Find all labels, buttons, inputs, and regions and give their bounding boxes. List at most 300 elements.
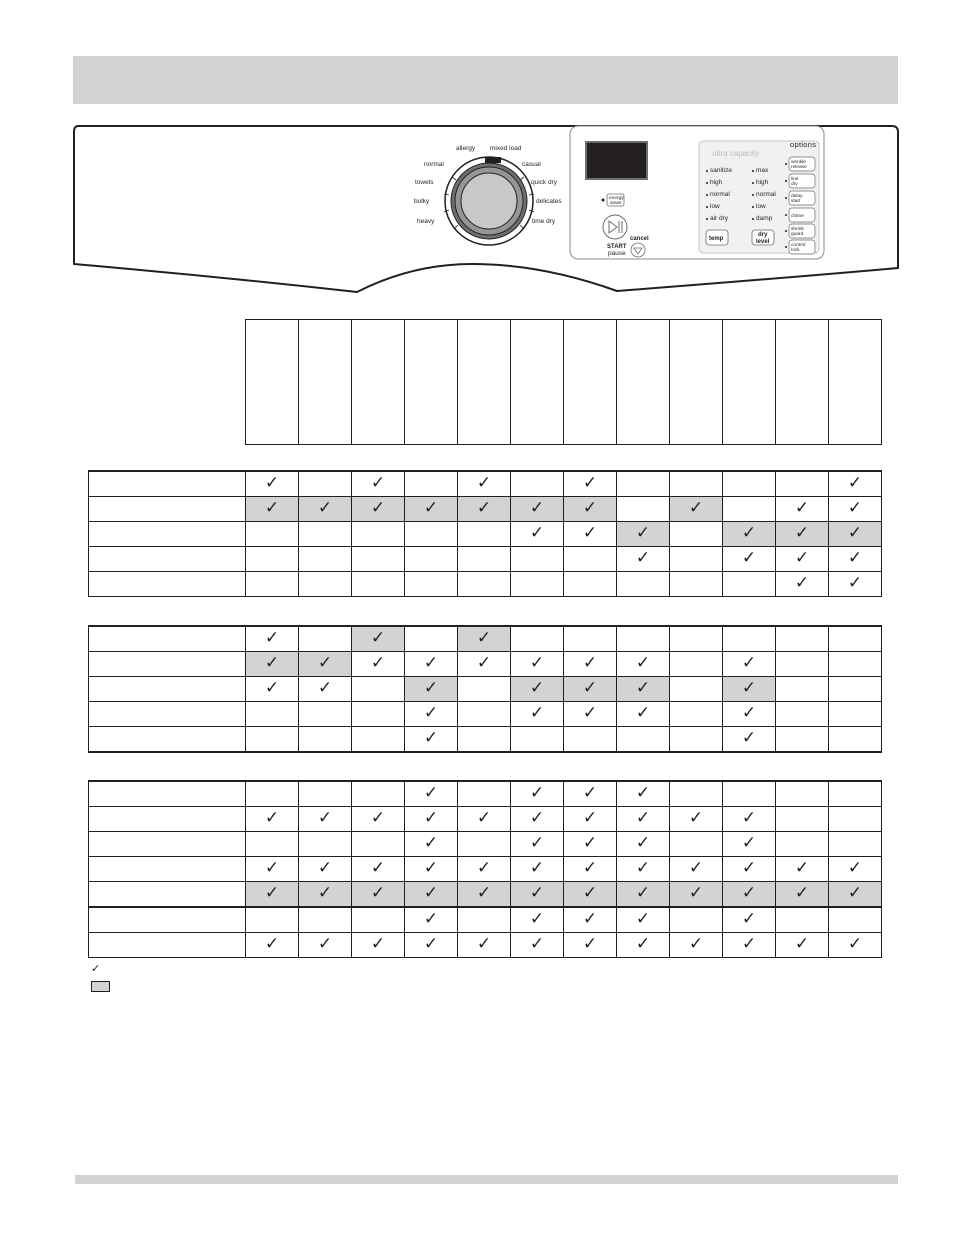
grid-cell — [776, 807, 829, 832]
grid-cell — [352, 677, 405, 702]
check-icon: ✓ — [476, 653, 492, 673]
grid-cell — [617, 832, 670, 857]
grid-cell — [723, 781, 776, 807]
check-icon: ✓ — [423, 808, 439, 828]
option-label: dry — [791, 182, 798, 187]
grid-cell — [564, 572, 617, 597]
grid-cell — [352, 882, 405, 908]
grid-cell — [776, 933, 829, 958]
check-icon: ✓ — [794, 934, 810, 954]
dry-button-label-1: dry — [758, 232, 768, 238]
check-icon: ✓ — [688, 858, 704, 878]
cycle-column-header — [617, 320, 670, 444]
check-icon: ✓ — [476, 883, 492, 903]
check-icon: ✓ — [317, 934, 333, 954]
row-label-cell — [89, 547, 246, 572]
check-icon: ✓ — [741, 523, 757, 543]
row-label-cell — [89, 781, 246, 807]
grid-cell — [723, 547, 776, 572]
row-label-cell — [89, 572, 246, 597]
grid-cell — [299, 933, 352, 958]
grid-cell — [299, 882, 352, 908]
grid-cell — [670, 626, 723, 652]
check-icon: ✓ — [794, 523, 810, 543]
check-icon: ✓ — [317, 498, 333, 518]
check-icon: ✓ — [423, 934, 439, 954]
check-icon: ✓ — [741, 883, 757, 903]
grid-cell — [352, 807, 405, 832]
grid-cell — [352, 572, 405, 597]
row-label-cell — [89, 626, 246, 652]
table-row — [89, 572, 882, 597]
grid-cell — [299, 702, 352, 727]
option-label: wrinkle — [791, 160, 806, 165]
grid-cell — [299, 677, 352, 702]
check-icon: ✓ — [370, 473, 386, 493]
grid-cell — [299, 781, 352, 807]
temp-option: high — [710, 179, 723, 186]
check-icon: ✓ — [370, 934, 386, 954]
grid-cell — [670, 857, 723, 882]
check-icon: ✓ — [635, 783, 651, 803]
option-label: chime — [791, 214, 804, 219]
grid-cell — [352, 471, 405, 497]
check-icon: ✓ — [582, 808, 598, 828]
grid-cell — [299, 807, 352, 832]
grid-cell — [405, 882, 458, 908]
grid-cell — [564, 832, 617, 857]
grid-cell — [299, 727, 352, 753]
check-icon: ✓ — [264, 883, 280, 903]
check-icon: ✓ — [423, 678, 439, 698]
check-icon: ✓ — [688, 808, 704, 828]
grid-cell — [670, 807, 723, 832]
grid-cell — [829, 807, 882, 832]
table-row — [89, 497, 882, 522]
check-icon: ✓ — [635, 678, 651, 698]
grid-cell — [511, 471, 564, 497]
check-icon: ✓ — [317, 808, 333, 828]
grid-cell — [299, 547, 352, 572]
grid-cell — [829, 677, 882, 702]
grid-cell — [246, 572, 299, 597]
grid-cell — [299, 572, 352, 597]
grid-cell — [829, 882, 882, 908]
row-label-cell — [89, 882, 246, 908]
grid-cell — [299, 522, 352, 547]
grid-cell — [829, 471, 882, 497]
grid-cell — [723, 832, 776, 857]
grid-cell — [617, 497, 670, 522]
grid-cell — [723, 522, 776, 547]
check-icon: ✓ — [741, 858, 757, 878]
grid-cell — [564, 882, 617, 908]
option-label: delay — [791, 194, 803, 199]
grid-cell — [299, 832, 352, 857]
grid-cell — [511, 832, 564, 857]
grid-cell — [405, 522, 458, 547]
grid-cell — [511, 497, 564, 522]
grid-cell — [564, 471, 617, 497]
grid-cell — [776, 626, 829, 652]
row-label-cell — [89, 652, 246, 677]
grid-cell — [617, 807, 670, 832]
dry-option: high — [756, 179, 769, 186]
grid-cell — [829, 626, 882, 652]
grid-cell — [723, 497, 776, 522]
row-label-cell — [89, 727, 246, 753]
grid-cell — [617, 727, 670, 753]
grid-cell — [246, 547, 299, 572]
grid-cell — [405, 727, 458, 753]
grid-cell — [617, 626, 670, 652]
grid-cell — [458, 727, 511, 753]
check-icon: ✓ — [264, 678, 280, 698]
grid-cell — [723, 677, 776, 702]
legend-check-icon: ✓ — [91, 962, 101, 975]
check-icon: ✓ — [794, 858, 810, 878]
grid-cell — [511, 727, 564, 753]
table-row — [89, 677, 882, 702]
grid-cell — [246, 652, 299, 677]
grid-cell — [723, 857, 776, 882]
table-row — [89, 807, 882, 832]
grid-cell — [246, 727, 299, 753]
check-icon: ✓ — [264, 498, 280, 518]
ultra-capacity-label: ultra capacity — [712, 149, 760, 158]
check-icon: ✓ — [741, 703, 757, 723]
grid-cell — [511, 857, 564, 882]
grid-cell — [458, 882, 511, 908]
table-row — [89, 781, 882, 807]
grid-cell — [829, 857, 882, 882]
check-icon: ✓ — [847, 473, 863, 493]
grid-cell — [405, 652, 458, 677]
dial-label-towels: towels — [415, 179, 434, 186]
grid-cell — [511, 652, 564, 677]
dry-option: normal — [756, 191, 776, 198]
check-icon: ✓ — [741, 548, 757, 568]
grid-cell — [352, 497, 405, 522]
dial-label-allergy: allergy — [456, 145, 476, 152]
grid-cell — [776, 882, 829, 908]
check-icon: ✓ — [847, 883, 863, 903]
temp-option: sanitize — [710, 167, 733, 174]
check-icon: ✓ — [847, 548, 863, 568]
grid-cell — [723, 702, 776, 727]
grid-cell — [670, 781, 723, 807]
grid-cell — [511, 882, 564, 908]
check-icon: ✓ — [794, 883, 810, 903]
grid-cell — [246, 781, 299, 807]
row-label-cell — [89, 702, 246, 727]
check-icon: ✓ — [529, 934, 545, 954]
grid-cell — [617, 907, 670, 933]
check-icon: ✓ — [370, 883, 386, 903]
grid-cell — [617, 933, 670, 958]
grid-cell — [352, 907, 405, 933]
check-icon: ✓ — [529, 808, 545, 828]
check-icon: ✓ — [476, 934, 492, 954]
grid-cell — [564, 807, 617, 832]
grid-cell — [511, 547, 564, 572]
cancel-label: cancel — [630, 236, 649, 242]
dry-option: damp — [756, 215, 773, 222]
grid-cell — [564, 677, 617, 702]
dial-label-normal: normal — [424, 161, 444, 168]
dial-label-casual: casual — [522, 161, 541, 168]
temp-option: low — [710, 203, 720, 210]
grid-cell — [511, 677, 564, 702]
grid-cell — [723, 572, 776, 597]
cycle-dial[interactable] — [444, 157, 534, 245]
grid-cell — [352, 702, 405, 727]
table-row — [89, 933, 882, 958]
grid-cell — [511, 626, 564, 652]
grid-cell — [723, 907, 776, 933]
grid-cell — [617, 882, 670, 908]
check-icon: ✓ — [423, 783, 439, 803]
check-icon: ✓ — [529, 653, 545, 673]
grid-cell — [776, 572, 829, 597]
grid-cell — [776, 702, 829, 727]
check-icon: ✓ — [635, 883, 651, 903]
grid-cell — [564, 933, 617, 958]
dial-label-quick-dry: quick dry — [531, 179, 558, 186]
start-pause-button[interactable] — [603, 215, 627, 239]
option-label: control — [791, 243, 806, 248]
dial-label-mixed-load: mixed load — [490, 145, 522, 152]
dryer-control-panel — [72, 124, 902, 299]
grid-cell — [246, 857, 299, 882]
dial-label-heavy: heavy — [417, 218, 435, 225]
grid-cell — [458, 572, 511, 597]
grid-cell — [776, 497, 829, 522]
energy-saver-label-1: energy — [609, 196, 624, 201]
check-icon: ✓ — [529, 523, 545, 543]
option-label: lock — [791, 248, 800, 253]
row-label-cell — [89, 497, 246, 522]
check-icon: ✓ — [582, 653, 598, 673]
grid-cell — [458, 677, 511, 702]
check-icon: ✓ — [582, 858, 598, 878]
grid-cell — [246, 702, 299, 727]
check-icon: ✓ — [847, 573, 863, 593]
check-icon: ✓ — [529, 783, 545, 803]
grid-cell — [299, 907, 352, 933]
grid-cell — [564, 547, 617, 572]
cycle-column-header — [829, 320, 881, 444]
grid-cell — [829, 702, 882, 727]
check-icon: ✓ — [529, 858, 545, 878]
grid-cell — [617, 702, 670, 727]
header-bar — [73, 56, 898, 104]
grid-cell — [246, 882, 299, 908]
check-icon: ✓ — [370, 653, 386, 673]
check-icon: ✓ — [741, 653, 757, 673]
check-icon: ✓ — [264, 653, 280, 673]
grid-cell — [776, 907, 829, 933]
grid-cell — [723, 807, 776, 832]
check-icon: ✓ — [529, 909, 545, 929]
grid-cell — [405, 702, 458, 727]
check-icon: ✓ — [794, 548, 810, 568]
grid-cell — [670, 677, 723, 702]
check-icon: ✓ — [476, 498, 492, 518]
grid-cell — [829, 497, 882, 522]
check-icon: ✓ — [370, 808, 386, 828]
grid-cell — [352, 832, 405, 857]
check-icon: ✓ — [741, 728, 757, 748]
grid-cell — [511, 807, 564, 832]
grid-cell — [723, 471, 776, 497]
grid-cell — [405, 572, 458, 597]
table-row — [89, 832, 882, 857]
check-icon: ✓ — [688, 883, 704, 903]
grid-cell — [458, 522, 511, 547]
grid-cell — [564, 626, 617, 652]
cancel-button[interactable] — [631, 243, 645, 257]
grid-cell — [246, 807, 299, 832]
check-icon: ✓ — [476, 628, 492, 648]
grid-cell — [670, 907, 723, 933]
grid-cell — [511, 781, 564, 807]
temp-button-label: temp — [709, 236, 724, 242]
grid-cell — [776, 832, 829, 857]
grid-cell — [511, 907, 564, 933]
digital-display — [586, 142, 647, 179]
grid-cell — [670, 522, 723, 547]
option-label: guard — [791, 232, 804, 237]
options-grid-group-2 — [88, 625, 882, 753]
check-icon: ✓ — [582, 498, 598, 518]
grid-cell — [670, 702, 723, 727]
grid-cell — [776, 547, 829, 572]
legend-gray-swatch — [91, 981, 110, 992]
grid-cell — [829, 907, 882, 933]
grid-cell — [564, 907, 617, 933]
check-icon: ✓ — [741, 833, 757, 853]
cycle-column-header — [246, 320, 299, 444]
cycle-column-header — [299, 320, 352, 444]
grid-cell — [458, 497, 511, 522]
grid-cell — [299, 626, 352, 652]
check-icon: ✓ — [317, 858, 333, 878]
check-icon: ✓ — [423, 728, 439, 748]
check-icon: ✓ — [264, 473, 280, 493]
grid-cell — [670, 572, 723, 597]
footer-bar — [75, 1175, 898, 1184]
grid-cell — [458, 547, 511, 572]
grid-cell — [776, 727, 829, 753]
temp-option: air dry — [710, 215, 729, 222]
grid-cell — [670, 727, 723, 753]
grid-cell — [405, 807, 458, 832]
grid-cell — [511, 572, 564, 597]
row-label-cell — [89, 907, 246, 933]
grid-cell — [617, 547, 670, 572]
grid-cell — [405, 933, 458, 958]
check-icon: ✓ — [635, 523, 651, 543]
grid-cell — [246, 832, 299, 857]
grid-cell — [617, 572, 670, 597]
grid-cell — [776, 652, 829, 677]
check-icon: ✓ — [794, 573, 810, 593]
check-icon: ✓ — [317, 678, 333, 698]
table-row — [89, 882, 882, 908]
grid-cell — [564, 497, 617, 522]
check-icon: ✓ — [476, 858, 492, 878]
check-icon: ✓ — [423, 909, 439, 929]
row-label-cell — [89, 933, 246, 958]
grid-cell — [829, 522, 882, 547]
grid-cell — [564, 652, 617, 677]
grid-cell — [829, 832, 882, 857]
check-icon: ✓ — [423, 858, 439, 878]
table-row — [89, 522, 882, 547]
check-icon: ✓ — [423, 883, 439, 903]
cycle-column-header — [564, 320, 617, 444]
grid-cell — [458, 626, 511, 652]
check-icon: ✓ — [529, 833, 545, 853]
check-icon: ✓ — [635, 909, 651, 929]
grid-cell — [670, 652, 723, 677]
grid-cell — [458, 702, 511, 727]
check-icon: ✓ — [741, 678, 757, 698]
grid-cell — [352, 781, 405, 807]
grid-cell — [299, 497, 352, 522]
grid-cell — [511, 933, 564, 958]
grid-cell — [352, 857, 405, 882]
check-icon: ✓ — [529, 498, 545, 518]
grid-cell — [617, 677, 670, 702]
grid-cell — [829, 727, 882, 753]
dry-option: max — [756, 167, 769, 174]
grid-cell — [458, 933, 511, 958]
cycle-column-header — [670, 320, 723, 444]
check-icon: ✓ — [635, 703, 651, 723]
row-label-cell — [89, 677, 246, 702]
grid-cell — [829, 652, 882, 677]
grid-cell — [617, 471, 670, 497]
table-row — [89, 652, 882, 677]
check-icon: ✓ — [264, 858, 280, 878]
check-icon: ✓ — [635, 858, 651, 878]
check-icon: ✓ — [582, 934, 598, 954]
grid-cell — [829, 547, 882, 572]
grid-cell — [246, 677, 299, 702]
row-label-cell — [89, 857, 246, 882]
check-icon: ✓ — [317, 653, 333, 673]
check-icon: ✓ — [529, 678, 545, 698]
check-icon: ✓ — [847, 523, 863, 543]
check-icon: ✓ — [582, 523, 598, 543]
dry-option: low — [756, 203, 766, 210]
grid-cell — [723, 882, 776, 908]
check-icon: ✓ — [582, 473, 598, 493]
grid-cell — [776, 471, 829, 497]
grid-cell — [829, 781, 882, 807]
cycle-column-header — [511, 320, 564, 444]
grid-cell — [405, 781, 458, 807]
temp-option: normal — [710, 191, 730, 198]
check-icon: ✓ — [317, 883, 333, 903]
check-icon: ✓ — [264, 934, 280, 954]
check-icon: ✓ — [476, 808, 492, 828]
check-icon: ✓ — [582, 703, 598, 723]
grid-cell — [776, 677, 829, 702]
grid-cell — [458, 907, 511, 933]
